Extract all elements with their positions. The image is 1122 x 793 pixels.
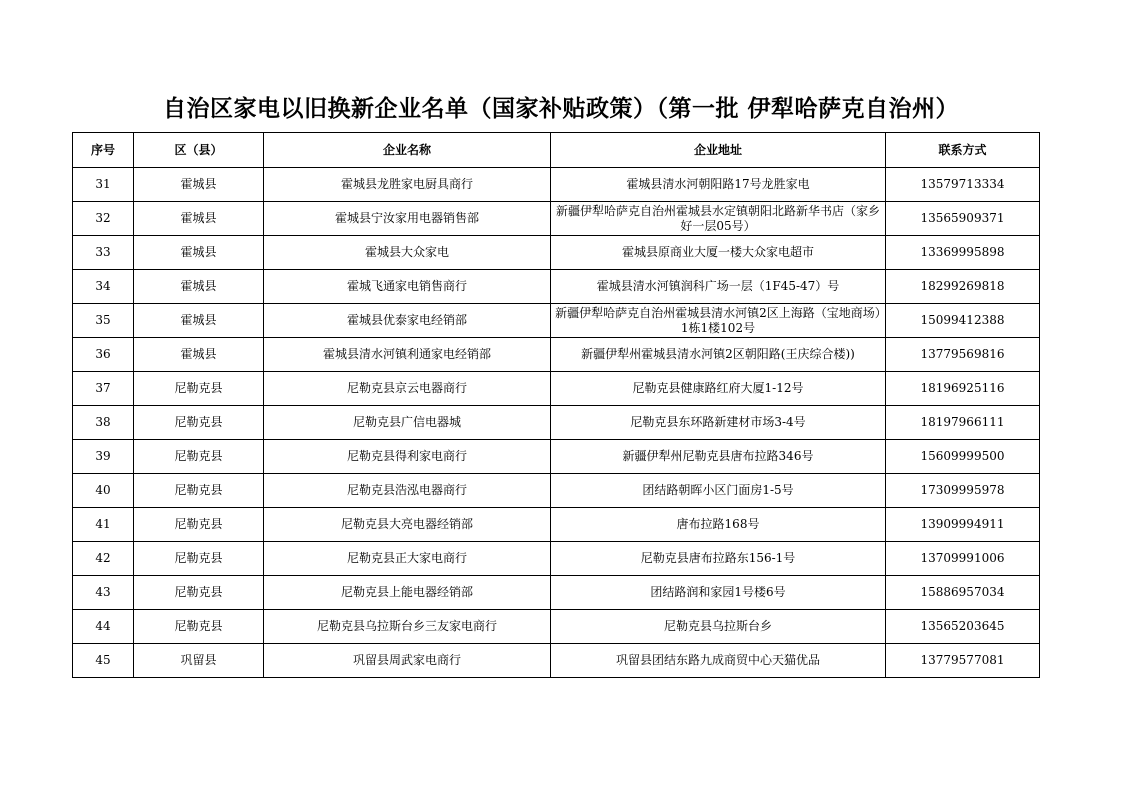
table-row	[73, 304, 1040, 338]
cell-contact: 15609999500	[886, 440, 1040, 474]
cell-serial-number: 37	[73, 372, 134, 406]
header-serial-number: 序号	[73, 133, 134, 168]
table-row	[73, 338, 1040, 372]
cell-enterprise-address: 团结路朝晖小区门面房1-5号	[551, 474, 886, 508]
cell-serial-number: 38	[73, 406, 134, 440]
cell-contact: 15886957034	[886, 576, 1040, 610]
table-row	[73, 542, 1040, 576]
cell-enterprise-name: 尼勒克县乌拉斯台乡三友家电商行	[264, 610, 551, 644]
cell-enterprise-address: 巩留县团结东路九成商贸中心天猫优品	[551, 644, 886, 678]
document-title: 自治区家电以旧换新企业名单（国家补贴政策）（第一批 伊犁哈萨克自治州）	[162, 96, 959, 122]
cell-contact: 13779577081	[886, 644, 1040, 678]
cell-contact: 18196925116	[886, 372, 1040, 406]
table-row	[73, 202, 1040, 236]
cell-contact: 13709991006	[886, 542, 1040, 576]
table-row	[73, 440, 1040, 474]
cell-serial-number: 41	[73, 508, 134, 542]
cell-enterprise-address: 新疆伊犁州尼勒克县唐布拉路346号	[551, 440, 886, 474]
table-row	[73, 236, 1040, 270]
cell-enterprise-address: 尼勒克县健康路红府大厦1-12号	[551, 372, 886, 406]
cell-enterprise-address: 霍城县清水河朝阳路17号龙胜家电	[551, 168, 886, 202]
header-contact: 联系方式	[886, 133, 1040, 168]
table-row	[73, 474, 1040, 508]
cell-contact: 13779569816	[886, 338, 1040, 372]
cell-district: 霍城县	[134, 202, 264, 236]
cell-enterprise-name: 尼勒克县广信电器城	[264, 406, 551, 440]
cell-enterprise-address: 尼勒克县乌拉斯台乡	[551, 610, 886, 644]
cell-district: 尼勒克县	[134, 474, 264, 508]
enterprise-table	[72, 132, 1040, 678]
header-enterprise-name: 企业名称	[264, 133, 551, 168]
cell-enterprise-name: 霍城县清水河镇利通家电经销部	[264, 338, 551, 372]
cell-enterprise-address: 新疆伊犁哈萨克自治州霍城县清水河镇2区上海路（宝地商场）1栋1楼102号	[551, 304, 886, 338]
cell-district: 霍城县	[134, 236, 264, 270]
cell-contact: 13565203645	[886, 610, 1040, 644]
cell-serial-number: 32	[73, 202, 134, 236]
cell-enterprise-name: 霍城县宁汝家用电器销售部	[264, 202, 551, 236]
cell-enterprise-name: 霍城县大众家电	[264, 236, 551, 270]
cell-enterprise-address: 霍城县原商业大厦一楼大众家电超市	[551, 236, 886, 270]
cell-enterprise-name: 尼勒克县正大家电商行	[264, 542, 551, 576]
cell-contact: 18299269818	[886, 270, 1040, 304]
cell-serial-number: 42	[73, 542, 134, 576]
cell-enterprise-address: 霍城县清水河镇润科广场一层（1F45-47）号	[551, 270, 886, 304]
cell-district: 尼勒克县	[134, 610, 264, 644]
cell-serial-number: 36	[73, 338, 134, 372]
cell-enterprise-name: 尼勒克县京云电器商行	[264, 372, 551, 406]
cell-enterprise-name: 霍城县优泰家电经销部	[264, 304, 551, 338]
cell-contact: 18197966111	[886, 406, 1040, 440]
cell-enterprise-address: 唐布拉路168号	[551, 508, 886, 542]
table-row	[73, 508, 1040, 542]
table-row	[73, 168, 1040, 202]
cell-district: 霍城县	[134, 338, 264, 372]
cell-enterprise-name: 尼勒克县上能电器经销部	[264, 576, 551, 610]
cell-district: 霍城县	[134, 168, 264, 202]
cell-serial-number: 45	[73, 644, 134, 678]
table-row	[73, 270, 1040, 304]
cell-district: 霍城县	[134, 270, 264, 304]
cell-serial-number: 43	[73, 576, 134, 610]
table-row	[73, 644, 1040, 678]
cell-enterprise-name: 霍城县龙胜家电厨具商行	[264, 168, 551, 202]
cell-serial-number: 33	[73, 236, 134, 270]
table-header-row	[73, 133, 1040, 168]
cell-enterprise-address: 新疆伊犁州霍城县清水河镇2区朝阳路(王庆综合楼))	[551, 338, 886, 372]
cell-enterprise-address: 尼勒克县东环路新建材市场3-4号	[551, 406, 886, 440]
cell-enterprise-name: 霍城飞通家电销售商行	[264, 270, 551, 304]
cell-serial-number: 44	[73, 610, 134, 644]
cell-district: 尼勒克县	[134, 542, 264, 576]
cell-enterprise-name: 尼勒克县浩泓电器商行	[264, 474, 551, 508]
cell-district: 尼勒克县	[134, 372, 264, 406]
cell-district: 霍城县	[134, 304, 264, 338]
cell-enterprise-name: 尼勒克县得利家电商行	[264, 440, 551, 474]
cell-enterprise-address: 团结路润和家园1号楼6号	[551, 576, 886, 610]
cell-serial-number: 39	[73, 440, 134, 474]
cell-contact: 13579713334	[886, 168, 1040, 202]
cell-district: 尼勒克县	[134, 440, 264, 474]
cell-contact: 13909994911	[886, 508, 1040, 542]
table-row	[73, 576, 1040, 610]
cell-enterprise-address: 尼勒克县唐布拉路东156-1号	[551, 542, 886, 576]
table-row	[73, 610, 1040, 644]
table-body	[73, 168, 1040, 678]
cell-contact: 17309995978	[886, 474, 1040, 508]
header-enterprise-address: 企业地址	[551, 133, 886, 168]
cell-district: 尼勒克县	[134, 406, 264, 440]
cell-serial-number: 35	[73, 304, 134, 338]
cell-district: 尼勒克县	[134, 508, 264, 542]
table-row	[73, 406, 1040, 440]
cell-enterprise-name: 尼勒克县大亮电器经销部	[264, 508, 551, 542]
cell-contact: 13369995898	[886, 236, 1040, 270]
cell-district: 巩留县	[134, 644, 264, 678]
cell-district: 尼勒克县	[134, 576, 264, 610]
cell-serial-number: 34	[73, 270, 134, 304]
cell-enterprise-name: 巩留县周武家电商行	[264, 644, 551, 678]
cell-serial-number: 31	[73, 168, 134, 202]
cell-serial-number: 40	[73, 474, 134, 508]
cell-contact: 15099412388	[886, 304, 1040, 338]
cell-enterprise-address: 新疆伊犁哈萨克自治州霍城县水定镇朝阳北路新华书店（家乡好一层05号）	[551, 202, 886, 236]
header-district: 区（县）	[134, 133, 264, 168]
table-row	[73, 372, 1040, 406]
cell-contact: 13565909371	[886, 202, 1040, 236]
